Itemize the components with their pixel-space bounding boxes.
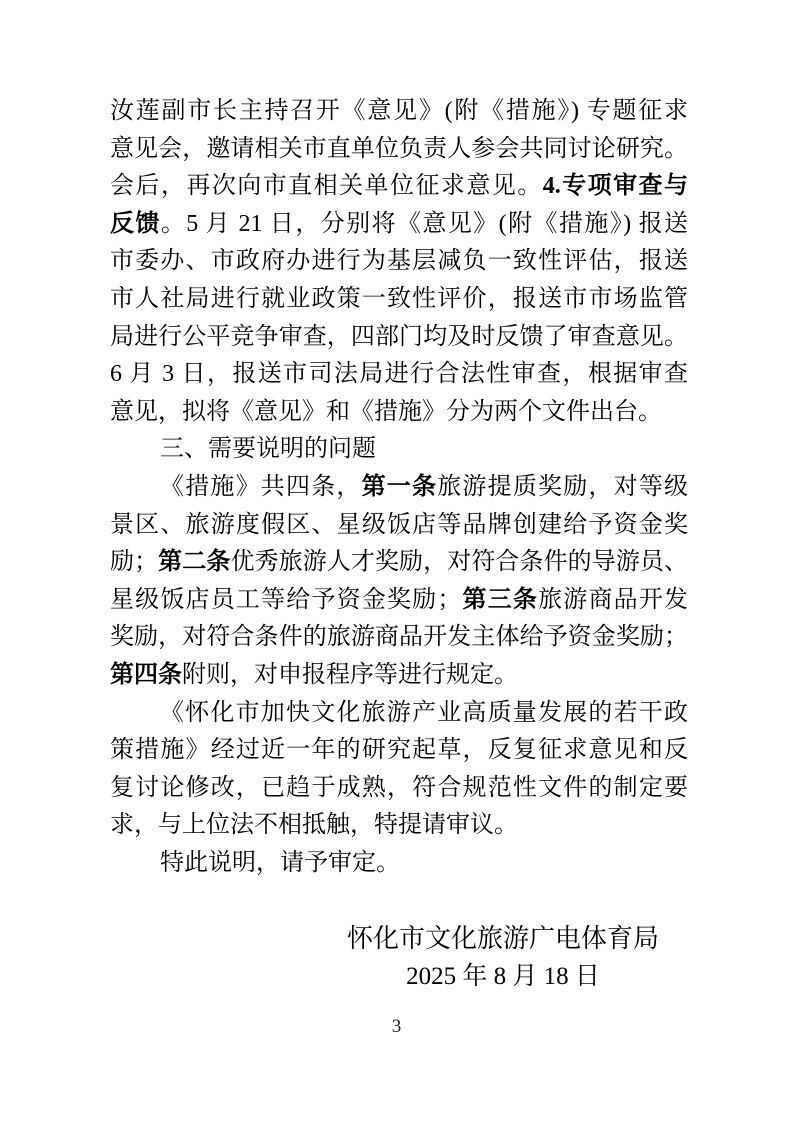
text-line (110, 507, 688, 545)
bold-text-run: 反馈 (110, 210, 161, 237)
text-run: 汝莲副市长主持召开《意见》(附《措施》) 专题征求 (110, 98, 688, 124)
text-run: 优秀旅游人才奖励，对符合条件的导游员、 (230, 549, 689, 576)
text-run: 市人社局进行就业政策一致性评价，报送市市场监管 (110, 285, 688, 312)
text-run: 策措施》经过近一年的研究起草，反复征求意见和反 (110, 737, 688, 764)
text-run: 景区、旅游度假区、星级饭店等品牌创建给予资金奖 (110, 511, 688, 538)
text-run: 意见，拟将《意见》和《措施》分为两个文件出台。 (110, 398, 662, 425)
text-run: 奖励，对符合条件的旅游商品开发主体给予资金奖励； (110, 624, 688, 651)
text-line (110, 131, 688, 169)
text-line (110, 582, 688, 620)
text-run: 意见会，邀请相关市直单位负责人参会共同讨论研究。 (110, 135, 688, 162)
signature-date: 2025 年 8 月 18 日 (406, 962, 600, 990)
text-line (110, 281, 688, 319)
text-line (110, 544, 688, 582)
text-run: 6 月 3 日，报送市司法局进行合法性审查，根据审查 (110, 361, 688, 388)
signature-block (214, 920, 792, 995)
text-run: 旅游商品开发 (538, 586, 689, 613)
text-line (110, 206, 688, 244)
text-run: 局进行公平竞争审查，四部门均及时反馈了审查意见。 (110, 323, 688, 350)
text-run: 《怀化市加快文化旅游产业高质量发展的若干政 (160, 699, 688, 726)
bold-text-run: 第一条 (361, 473, 438, 500)
text-line (110, 732, 688, 770)
text-line (110, 619, 688, 657)
text-line (110, 431, 688, 469)
bold-text-run: 第三条 (461, 586, 539, 613)
signature-agency: 怀化市文化旅游广电体育局 (346, 924, 659, 954)
text-run: 复讨论修改，已趋于成熟，符合规范性文件的制定要 (110, 774, 688, 801)
text-line (110, 394, 688, 432)
text-line (110, 657, 688, 695)
text-line (110, 168, 688, 206)
text-run: 三、需要说明的问题 (160, 436, 376, 463)
bold-text-run: 第二条 (158, 549, 231, 576)
bold-text-run: 第四条 (110, 661, 182, 688)
text-line (110, 93, 688, 131)
text-run: 特此说明，请予审定。 (160, 849, 400, 876)
document-body (110, 93, 688, 882)
text-run: 。5 月 21 日，分别将《意见》(附《措施》) 报送 (160, 210, 689, 237)
text-line (110, 807, 688, 845)
text-line (110, 356, 688, 394)
text-line (110, 845, 688, 883)
document-content (110, 93, 688, 995)
text-run: 励； (110, 549, 159, 576)
text-run: 旅游提质奖励，对等级 (437, 473, 689, 500)
text-line (110, 243, 688, 281)
text-run: 求，与上位法不相抵触，特提请审议。 (110, 812, 518, 839)
text-run: 市委办、市政府办进行为基层减负一致性评估，报送 (110, 248, 688, 275)
text-line (110, 695, 688, 733)
text-run: 附则，对申报程序等进行规定。 (182, 661, 518, 688)
text-run: 《措施》共四条， (160, 473, 362, 500)
text-line (110, 770, 688, 808)
bold-text-run: 4.专项审查与 (542, 173, 689, 200)
text-run: 星级饭店员工等给予资金奖励； (110, 586, 462, 613)
text-run: 会后，再次向市直相关单位征求意见。 (110, 173, 543, 200)
text-line (110, 319, 688, 357)
page-number: 3 (391, 1016, 402, 1037)
text-line (110, 469, 688, 507)
